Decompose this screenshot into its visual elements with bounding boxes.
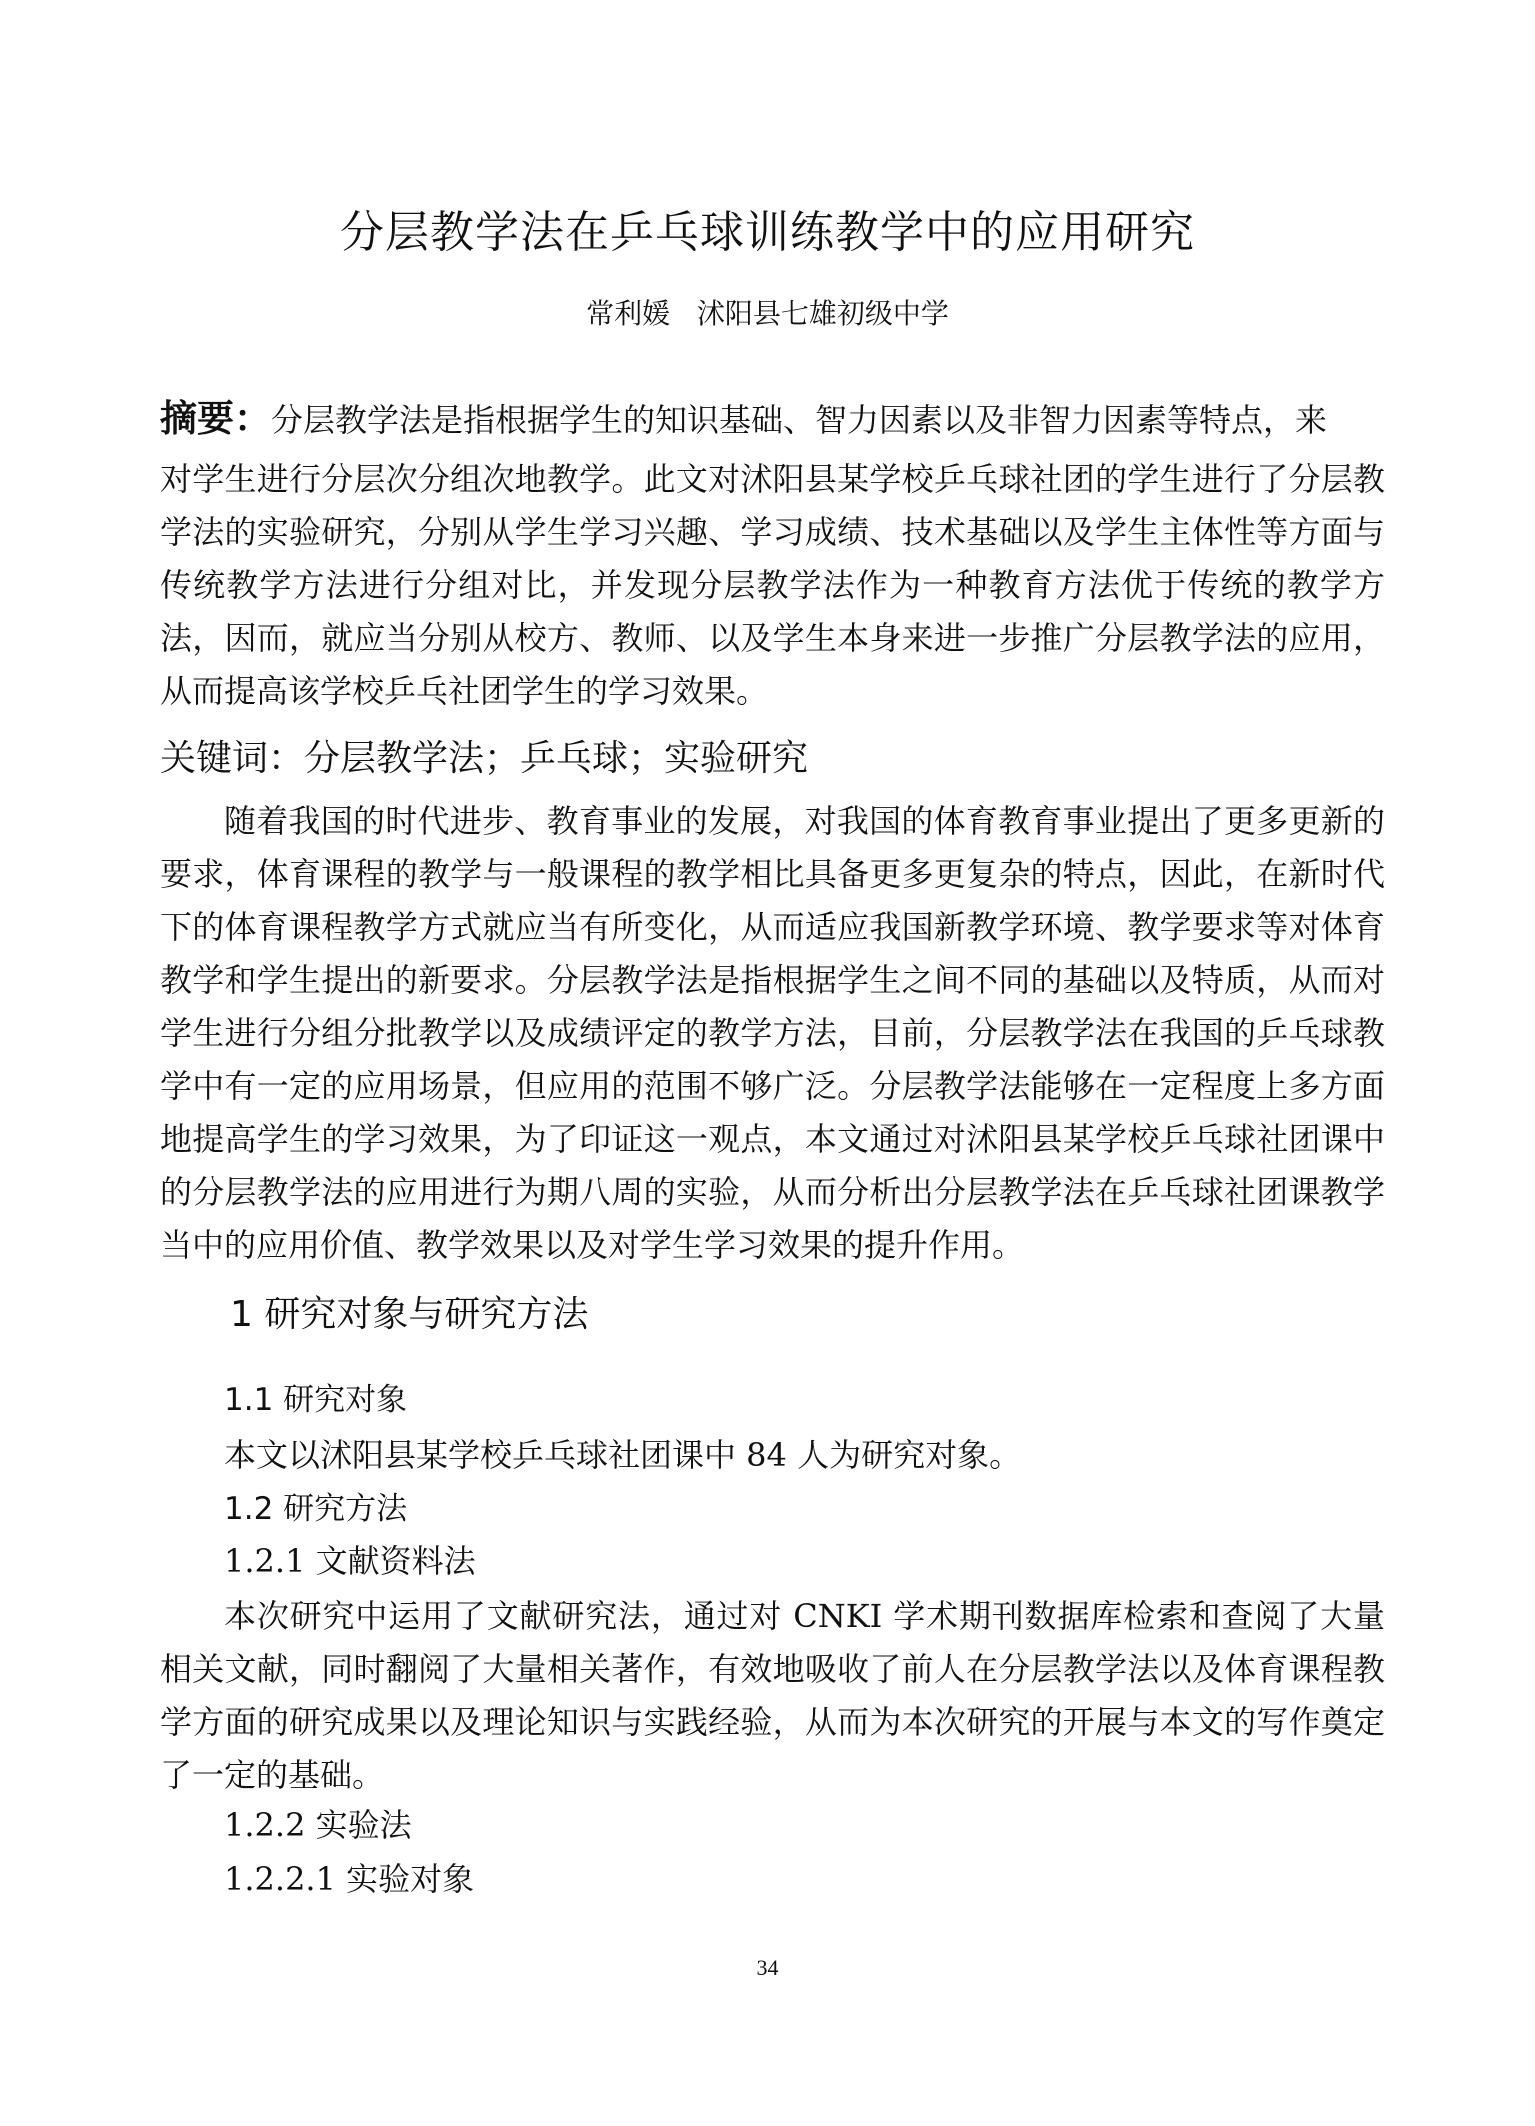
paper-title: 分层教学法在乒乓球训练教学中的应用研究 [340, 207, 1195, 258]
author-affiliation: 常利媛 沭阳县七雄初级中学 [586, 297, 949, 330]
subsection-heading-1-2-2: 1.2.2 实验法 [224, 1806, 412, 1844]
abstract-body: 对学生进行分层次分组次地教学。此文对沭阳县某学校乒乓球社团的学生进行了分层教学法的实验研究，分别从学生学习兴趣、学习成绩、技术基础以及学生主体性等方面与传统教学方法进行分组对比，并发现分层教学法作为一种教育方法优于传统的教学方法，因而，就应当分别从校方、教师、以及学生本身来进一步推广分层教学法的应用，从而提高该学校乒乓社团学生的学习效果。 [160, 460, 1385, 710]
keywords-line: 关键词：分层教学法；乒乓球；实验研究 [160, 738, 809, 779]
abstract-first-text: 分层教学法是指根据学生的知识基础、智力因素以及非智力因素等特点，来 [271, 401, 1328, 439]
abstract-paragraph [160, 392, 1385, 718]
page-number: 34 [756, 1955, 779, 1980]
abstract-first-line [160, 392, 1385, 447]
subsection-heading-1-2: 1.2 研究方法 [224, 1491, 408, 1527]
subsection-heading-1-2-2-1: 1.2.2.1 实验对象 [224, 1860, 475, 1898]
abstract-label: 摘要： [160, 397, 271, 440]
section-heading-1: 1 研究对象与研究方法 [230, 1294, 589, 1335]
subsection-heading-1-2-1: 1.2.1 文献资料法 [224, 1542, 476, 1580]
subsection-heading-1-1: 1.1 研究对象 [224, 1382, 408, 1418]
intro-paragraph: 随着我国的时代进步、教育事业的发展，对我国的体育教育事业提出了更多更新的要求，体育课程的教学与一般课程的教学相比具备更多更复杂的特点，因此，在新时代下的体育课程教学方式就应当有所变化，从而适应我国新教学环境、教学要求等对体育教学和学生提出的新要求。分层教学法是指根据学生之间不同的基础以及特质，从而对学生进行分组分批教学以及成绩评定的教学方法，目前，分层教学法在我国的乒乓球教学中有一定的应用场景，但应用的范围不够广泛。分层教学法能够在一定程度上多方面地提高学生的学习效果，为了印证这一观点，本文通过对沭阳县某学校乒乓球社团课中的分层教学法的应用进行为期八周的实验，从而分析出分层教学法在乒乓球社团课教学当中的应用价值、教学效果以及对学生学习效果的提升作用。 [160, 802, 1385, 1264]
research-object-text: 本文以沭阳县某学校乒乓球社团课中 84 人为研究对象。 [224, 1436, 1022, 1474]
literature-method-paragraph: 本次研究中运用了文献研究法，通过对 CNKI 学术期刊数据库检索和查阅了大量相关文献，同时翻阅了大量相关著作，有效地吸收了前人在分层教学法以及体育课程教学方面的研究成果以及理论知识与实践经验，从而为本次研究的开展与本文的写作奠定了一定的基础。 [160, 1597, 1385, 1794]
